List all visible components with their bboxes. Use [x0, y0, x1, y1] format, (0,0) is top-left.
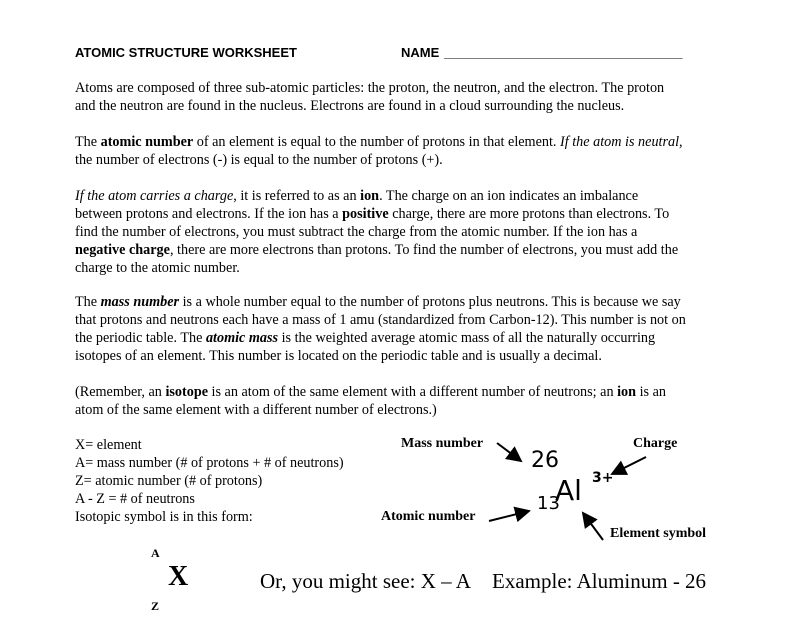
- text-line: atom of the same element with a different number of electrons.): [75, 402, 437, 418]
- name-blank[interactable]: _________________________________: [444, 45, 683, 60]
- term-atomic-mass: atomic mass: [205, 330, 279, 346]
- isotopic-z: Z: [151, 599, 160, 613]
- text-run: is a whole number equal to the number of protons plus neutrons. This is because we say: [179, 294, 681, 310]
- text-run: . The charge on an ion indicates an imbalance: [379, 188, 639, 204]
- worksheet-title: ATOMIC STRUCTURE WORKSHEET: [75, 45, 297, 60]
- mass-number-label: Mass number: [401, 436, 484, 451]
- legend-neutrons: A - Z = # of neutrons: [75, 491, 195, 507]
- mass-number-value: 26: [531, 448, 559, 473]
- arrow-charge: [612, 457, 646, 474]
- text-run: is an: [636, 384, 666, 400]
- text-run: is the weighted average atomic mass of all the naturally occurring: [278, 330, 656, 346]
- term-negative-charge: negative charge: [75, 242, 170, 258]
- example-text: Example: Aluminum - 26: [492, 569, 707, 593]
- text-line: Atoms are composed of three sub-atomic particles: the proton, the neutron, and the electron. The proton: [75, 80, 665, 96]
- element-symbol-value: Al: [555, 474, 582, 507]
- term-atomic-number: atomic number: [100, 134, 194, 150]
- isotopic-x: X: [168, 561, 189, 592]
- alternate-notation: Or, you might see: X – A: [260, 569, 471, 593]
- atomic-number-value: 13: [537, 493, 560, 514]
- text-run: is an atom of the same element with a different number of neutrons; an: [208, 384, 618, 400]
- charge-value: 3+: [592, 470, 614, 486]
- isotopic-a: A: [151, 546, 160, 560]
- legend-element: X= element: [75, 437, 142, 453]
- name-label: NAME: [401, 45, 440, 60]
- atomic-number-label: Atomic number: [381, 509, 476, 524]
- arrow-mass-number: [497, 443, 521, 461]
- term-positive: positive: [342, 206, 389, 222]
- text-run: between protons and electrons. If the ion has a: [75, 206, 343, 222]
- text-italic: If the atom is neutral: [560, 134, 680, 150]
- term-ion: ion: [360, 188, 380, 204]
- legend-mass-number: A= mass number (# of protons + # of neutrons): [75, 455, 344, 471]
- text-run: , it is referred to as an: [233, 188, 361, 204]
- element-symbol-label: Element symbol: [610, 526, 707, 541]
- arrow-element-symbol: [583, 513, 603, 540]
- text-line: and the neutron are found in the nucleus. Electrons are found in a cloud surrounding the nucleus.: [75, 98, 625, 114]
- text-run: (Remember, an: [75, 384, 166, 400]
- text-line: find the number of electrons, you must subtract the charge from the atomic number. If the ion has a: [75, 224, 638, 240]
- charge-label: Charge: [633, 436, 678, 451]
- legend-atomic-number: Z= atomic number (# of protons): [75, 473, 263, 489]
- text-line: charge to the atomic number.: [75, 260, 240, 276]
- legend-isotopic-form: Isotopic symbol is in this form:: [75, 509, 253, 525]
- term-isotope: isotope: [165, 384, 208, 400]
- text-line: the number of electrons (-) is equal to the number of protons (+).: [75, 152, 443, 168]
- text-run: charge, there are more protons than electrons. To: [388, 206, 670, 222]
- text-run: The: [75, 134, 101, 150]
- text-line: isotopes of an element. This number is located on the periodic table and is usually a decimal.: [75, 348, 602, 364]
- text-run: the periodic table. The: [75, 330, 206, 346]
- text-run: The: [75, 294, 101, 310]
- text-run: , there are more electrons than protons. To find the number of electrons, you must add the: [169, 242, 679, 258]
- text-italic: If the atom carries a charge: [75, 188, 234, 204]
- term-mass-number: mass number: [100, 294, 180, 310]
- arrow-atomic-number: [489, 511, 529, 521]
- text-line: that protons and neutrons each have a mass of 1 amu (standardized from Carbon-12). This number is not on: [75, 312, 686, 328]
- term-ion: ion: [617, 384, 637, 400]
- text-run: of an element is equal to the number of protons in that element.: [193, 134, 561, 150]
- text-run: ,: [679, 134, 683, 150]
